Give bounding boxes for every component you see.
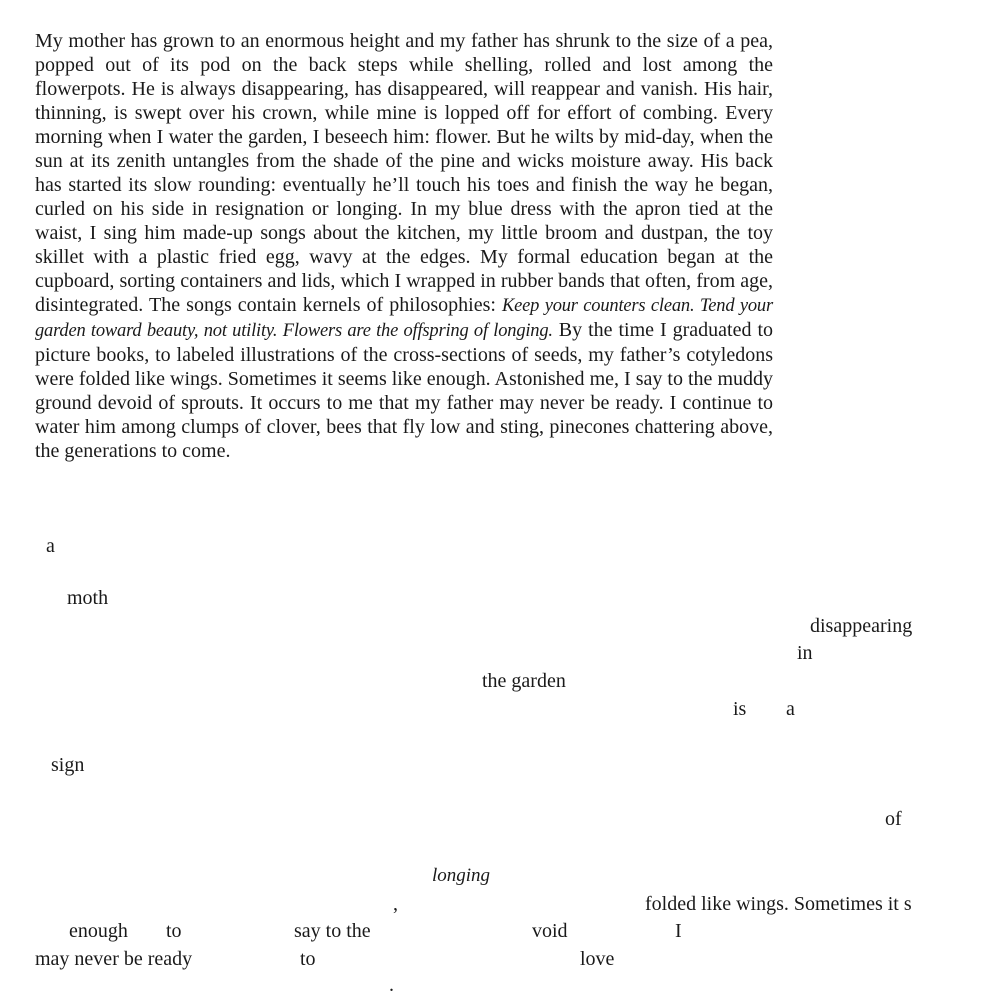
erasure-word: void: [532, 920, 568, 942]
erasure-word: sign: [51, 754, 85, 776]
erasure-word: of: [885, 808, 902, 830]
erasure-word: I: [675, 920, 682, 942]
erasure-word: a: [786, 698, 795, 720]
erasure-word: disappearing: [810, 615, 913, 637]
erasure-word-italic: longing: [432, 865, 491, 886]
erasure-word: say to the: [294, 920, 371, 942]
erasure-word: to: [166, 920, 182, 942]
erasure-word: is: [733, 698, 747, 720]
erasure-word: folded like wings. Sometimes it s: [645, 893, 912, 915]
prose-italic-philosophies: Keep your counters clean. Tend your garden toward beauty, not utility. Flowers are the offspring of longing.: [35, 296, 773, 341]
erasure-word: the garden: [482, 670, 566, 692]
erasure-punctuation: .: [389, 974, 394, 996]
erasure-word: love: [580, 948, 615, 970]
prose-text-part-2: By the time I graduated to picture books, to labeled illustrations of the cross-sections of seeds, my father’s cotyledons were folded like wings. Sometimes it seems like enough. Astonished me, I say to the muddy ground devoid of sprouts. It occurs to me that my father may never be ready. I continue to water him among clumps of clover, bees that fly low and sting, pinecones chattering above, the generations to come.: [35, 319, 773, 462]
prose-text-part-1: My mother has grown to an enormous height and my father has shrunk to the size of a pea, popped out of its pod on the back steps while shelling, rolled and lost among the flowerpots. He is always disappearing, has disappeared, will reappear and vanish. His hair, thinning, is swept over his crown, while mine is lopped off for effort of combing. Every morning when I water the garden, I beseech him: flower. But he wilts by mid-day, when the sun at its zenith untangles from the shade of the pine and wicks moisture away. His back has started its slow rounding: eventually he’ll touch his toes and finish the way he began, curled on his side in resignation or longing. In my blue dress with the apron tied at the waist, I sing him made-up songs about the kitchen, my little broom and dustpan, the toy skillet with a plastic fried egg, wavy at the edges. My formal education began at the cupboard, sorting containers and lids, which I wrapped in rubber bands that often, from age, disintegrated. The songs contain kernels of philosophies:: [35, 30, 773, 316]
erasure-word: a: [46, 535, 55, 557]
erasure-word: moth: [67, 587, 109, 609]
erasure-word: enough: [69, 920, 128, 942]
erasure-word: to: [300, 948, 316, 970]
erasure-word: may never be ready: [35, 948, 193, 970]
erasure-word: in: [797, 642, 813, 664]
erasure-punctuation: ,: [393, 893, 398, 915]
